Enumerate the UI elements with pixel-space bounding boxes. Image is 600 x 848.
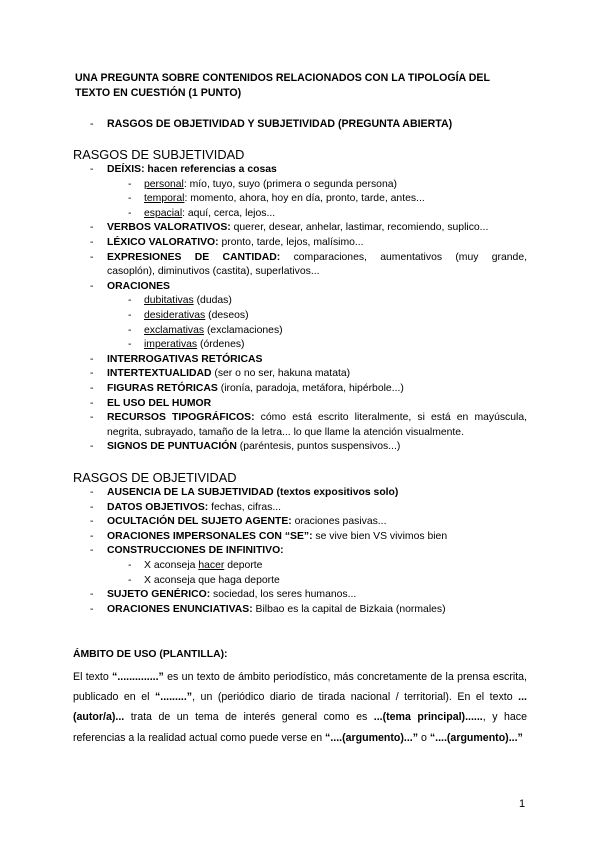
question-text: RASGOS DE OBJETIVIDAD Y SUBJETIVIDAD (PREGUNTA ABIERTA) — [107, 118, 453, 130]
term-espacial: espacial — [144, 207, 183, 219]
list-item-datos: - DATOS OBJETIVOS: fechas, cifras... — [90, 501, 281, 513]
heading-objetividad: RASGOS DE OBJETIVIDAD — [73, 470, 237, 485]
title-line-1: UNA PREGUNTA SOBRE CONTENIDOS RELACIONADOS CON LA TIPOLOGÍA DEL — [75, 72, 490, 84]
list-item-impersonales: - ORACIONES IMPERSONALES CON “SE”: se vive bien VS vivimos bien — [90, 530, 448, 542]
list-item-figuras: - FIGURAS RETÓRICAS (ironía, paradoja, metáfora, hipérbole...) — [90, 382, 404, 394]
list-item-enunciativas: - ORACIONES ENUNCIATIVAS: Bilbao es la capital de Bizkaia (normales) — [90, 603, 446, 615]
ambito-paragraph: El texto “..............” es un texto de ámbito periodístico, más concretamente de la prensa escrita, publicado en el “.........”, un (periódico diario de tirada nacional / territorial). En el texto ...(autor/a)... trata de un tema de interés general como es ...(tema principal)......, y hace referencias a la realidad actual como puede verse en “....(argumento)...” o “....(argumento)...” — [73, 671, 527, 744]
list-item-oraciones: - ORACIONES — [90, 280, 170, 292]
list-item-verbos: - VERBOS VALORATIVOS: querer, desear, anhelar, lastimar, recomiendo, suplico... — [90, 222, 489, 234]
list-item-ocultacion: - OCULTACIÓN DEL SUJETO AGENTE: oraciones pasivas... — [90, 516, 387, 528]
list-dash: - — [90, 118, 94, 130]
list-item-humor: - EL USO DEL HUMOR — [90, 397, 212, 409]
deixis-sub-personal: - personal: mío, tuyo, suyo (primera o segunda persona) — [128, 178, 397, 190]
title-line-2: TEXTO EN CUESTIÓN (1 PUNTO) — [75, 87, 242, 99]
list-item-construcciones: - CONSTRUCCIONES DE INFINITIVO: — [90, 545, 284, 557]
list-item-intertextualidad: - INTERTEXTUALIDAD (ser o no ser, hakuna matata) — [90, 368, 351, 380]
term-personal: personal — [144, 178, 184, 190]
document-title — [75, 71, 535, 101]
subjetividad-list — [90, 163, 527, 455]
oraciones-sub-exclamativas: - exclamativas (exclamaciones) — [128, 324, 283, 336]
list-item-expresiones: - EXPRESIONES DE CANTIDAD: comparaciones, aumentativos (muy grande, casoplón), diminutivos (castita), superlativos... — [90, 251, 527, 278]
list-item-interrogativas: - INTERROGATIVAS RETÓRICAS — [90, 353, 263, 365]
page-number: 1 — [519, 798, 526, 810]
list-item-recursos: - RECURSOS TIPOGRÁFICOS: cómo está escrito literalmente, si está en mayúscula, negrita, subrayado, tamaño de la letra... lo que llame la atención visualmente. — [90, 412, 527, 438]
list-item-sujeto: - SUJETO GENÉRICO: sociedad, los seres humanos... — [90, 589, 357, 601]
list-dash: - — [90, 164, 94, 175]
oraciones-sub-dubitativas: - dubitativas (dudas) — [128, 295, 232, 307]
objetividad-list — [90, 486, 527, 617]
construcciones-sub-2: - X aconseja que haga deporte — [128, 574, 280, 586]
list-item-signos: - SIGNOS DE PUNTUACIÓN (paréntesis, puntos suspensivos...) — [90, 441, 401, 453]
heading-subjetividad: RASGOS DE SUBJETIVIDAD — [73, 147, 245, 162]
list-item-ausencia: - AUSENCIA DE LA SUBJETIVIDAD (textos expositivos solo) — [90, 487, 399, 498]
question-item — [90, 117, 452, 132]
deixis-sub-espacial: - espacial: aquí, cerca, lejos... — [128, 207, 276, 219]
list-item-lexico: - LÉXICO VALORATIVO: pronto, tarde, lejos, malísimo... — [90, 236, 364, 248]
oraciones-sub-imperativas: - imperativas (órdenes) — [128, 339, 245, 351]
heading-ambito: ÁMBITO DE USO (PLANTILLA): — [73, 649, 228, 660]
term-temporal: temporal — [144, 193, 185, 205]
deixis-sub-temporal: - temporal: momento, ahora, hoy en día, pronto, tarde, antes... — [128, 193, 425, 205]
deixis-label: DEÍXIS: hacen referencias a cosas — [107, 164, 277, 175]
oraciones-sub-desiderativas: - desiderativas (deseos) — [128, 309, 249, 321]
list-item-deixis — [90, 163, 527, 178]
construcciones-sub-1: - X aconseja hacer deporte — [128, 559, 263, 571]
